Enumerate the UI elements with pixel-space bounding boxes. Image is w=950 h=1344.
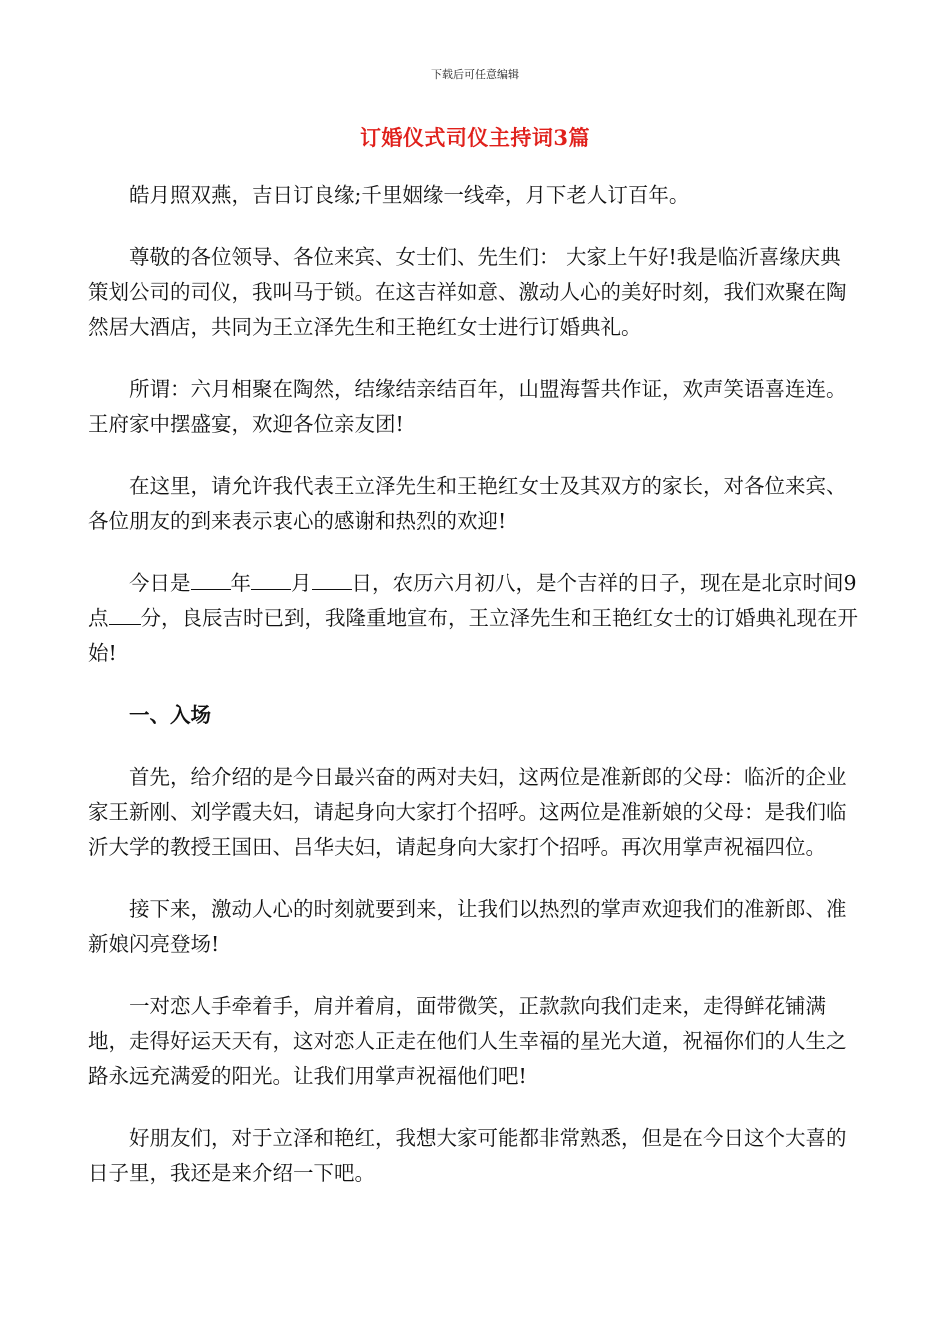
year-blank [191, 569, 231, 590]
document-title: 订婚仪式司仪主持词3篇 [359, 125, 591, 150]
paragraph-greeting: 尊敬的各位领导、各位来宾、女士们、先生们： 大家上午好!我是临沂喜缘庆典策划公司的司仪，我叫马于锁。在这吉祥如意、激动人心的美好时刻，我们欢聚在陶然居大酒店，共同为王立泽先生和王艳红女士进行订婚典礼。 [88, 245, 847, 339]
date-text-year: 年 [230, 571, 251, 595]
paragraph-poem: 所谓：六月相聚在陶然，结缘结亲结百年，山盟海誓共作证，欢声笑语喜连连。王府家中摆盛宴，欢迎各位亲友团! [88, 377, 847, 436]
date-text-prefix: 今日是 [129, 571, 191, 595]
date-text-minute: 分，良辰吉时已到，我隆重地宣布，王立泽先生和王艳红女士的订婚典礼现在开始! [88, 606, 858, 665]
section-heading-entrance: 一、入场 [129, 703, 211, 727]
date-text-day: 日，农历六月初八，是个吉祥的日子，现在是北京时间9点 [88, 571, 857, 630]
paragraph-couple-walking: 一对恋人手牵着手，肩并着肩，面带微笑，正款款向我们走来，走得鲜花铺满地，走得好运天天有，这对恋人正走在他们人生幸福的星光大道，祝福你们的人生之路永远充满爱的阳光。让我们用掌声祝福他们吧! [88, 994, 847, 1088]
paragraph-parents-introduction: 首先，给介绍的是今日最兴奋的两对夫妇，这两位是准新郎的父母：临沂的企业家王新刚、刘学霞夫妇，请起身向大家打个招呼。这两位是准新娘的父母：是我们临沂大学的教授王国田、吕华夫妇，请起身向大家打个招呼。再次用掌声祝福四位。 [88, 765, 847, 859]
document-body [88, 178, 858, 1218]
paragraph-thanks: 在这里，请允许我代表王立泽先生和王艳红女士及其双方的家长，对各位来宾、各位朋友的到来表示衷心的感谢和热烈的欢迎! [88, 474, 847, 533]
paragraph-opening-couplet: 皓月照双燕，吉日订良缘;千里姻缘一线牵，月下老人订百年。 [129, 183, 690, 207]
date-text-month: 月 [291, 571, 312, 595]
minute-blank [109, 604, 141, 625]
paragraph-introduction: 好朋友们，对于立泽和艳红，我想大家可能都非常熟悉，但是在今日这个大喜的日子里，我还是来介绍一下吧。 [88, 1126, 847, 1185]
month-blank [251, 569, 291, 590]
paragraph-couple-entrance: 接下来，激动人心的时刻就要到来，让我们以热烈的掌声欢迎我们的准新郎、准新娘闪亮登场! [88, 897, 847, 956]
day-blank [312, 569, 352, 590]
header-note: 下载后可任意编辑 [431, 68, 519, 81]
paragraph-date-announcement [88, 566, 858, 671]
